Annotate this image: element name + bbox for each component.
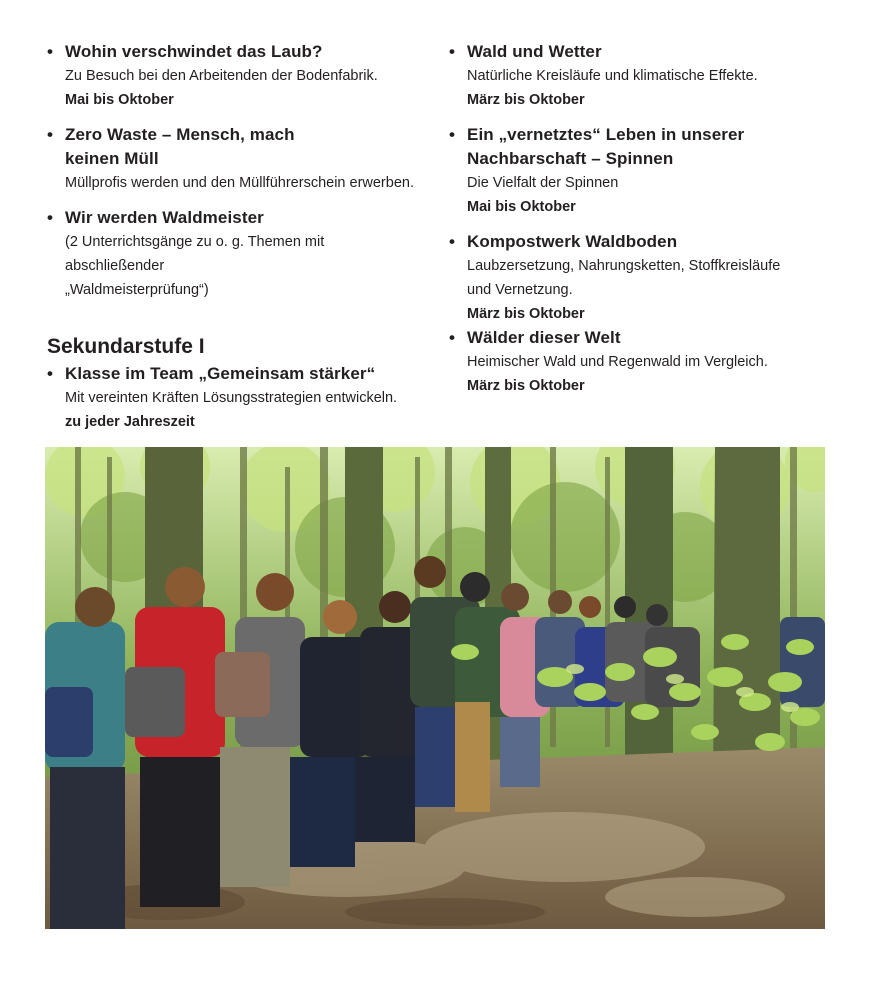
right-column [449, 40, 849, 398]
item-description: Natürliche Kreisläufe und klimatische Effekte. [467, 68, 758, 84]
item-period: Mai bis Oktober [467, 199, 576, 215]
item-title: Wälder dieser Welt [467, 328, 621, 347]
list-item [47, 123, 427, 195]
item-title: Wald und Wetter [467, 42, 602, 61]
item-period: März bis Oktober [467, 92, 585, 108]
bullet: • [449, 232, 455, 251]
item-description: Die Vielfalt der Spinnen [467, 175, 619, 191]
forest-photo [45, 447, 825, 929]
item-description: (2 Unterrichtsgänge zu o. g. Themen mit abschließender [65, 234, 325, 274]
item-description: Heimischer Wald und Regenwald im Vergleich. [467, 354, 768, 370]
bullet: • [449, 328, 455, 347]
item-description: Zu Besuch bei den Arbeitenden der Bodenfabrik. [65, 68, 378, 84]
item-title: Klasse im Team „Gemeinsam stärker“ [65, 364, 376, 383]
list-item [47, 362, 427, 434]
list-item [449, 326, 849, 398]
list-item [449, 40, 849, 112]
bullet: • [47, 42, 53, 61]
bullet: • [47, 208, 53, 227]
list-item [449, 230, 849, 326]
list-item [449, 123, 849, 219]
item-title-continued: keinen Müll [65, 149, 159, 168]
item-period: zu jeder Jahreszeit [65, 414, 195, 430]
item-title: Wohin verschwindet das Laub? [65, 42, 323, 61]
bullet: • [449, 125, 455, 144]
item-title: Zero Waste – Mensch, mach [65, 125, 295, 144]
item-period: März bis Oktober [467, 378, 585, 394]
item-description: Laubzersetzung, Nahrungsketten, Stoffkreisläufe [467, 258, 781, 274]
item-period: März bis Oktober [467, 306, 585, 322]
list-item [47, 40, 427, 112]
item-title: Kompostwerk Waldboden [467, 232, 678, 251]
item-description: Müllprofis werden und den Müllführerschein erwerben. [65, 175, 414, 191]
item-description-continued: „Waldmeisterprüfung“) [65, 282, 209, 298]
list-item [47, 206, 427, 302]
item-title: Wir werden Waldmeister [65, 208, 264, 227]
bullet: • [47, 364, 53, 383]
item-period: Mai bis Oktober [65, 92, 174, 108]
item-description: Mit vereinten Kräften Lösungsstrategien entwickeln. [65, 390, 398, 406]
item-title: Ein „vernetztes“ Leben in unserer [467, 125, 745, 144]
bullet: • [449, 42, 455, 61]
section-heading: Sekundarstufe I [47, 335, 205, 358]
item-description-continued: und Vernetzung. [467, 282, 573, 298]
left-column [47, 40, 427, 434]
bullet: • [47, 125, 53, 144]
item-title-continued: Nachbarschaft – Spinnen [467, 149, 674, 168]
